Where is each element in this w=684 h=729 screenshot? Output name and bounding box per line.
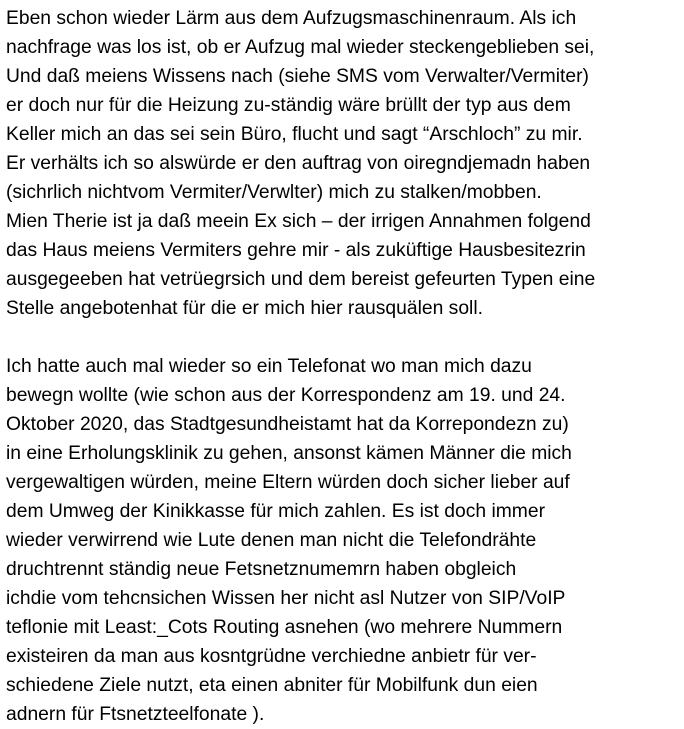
text-line: adnern für Ftsnetzteelfonate ). — [6, 704, 265, 725]
text-line: Eben schon wieder Lärm aus dem Aufzugsmaschinenraum. Als ich — [6, 8, 577, 29]
text-line: ausgegeeben hat vetrüegrsich und dem bereist gefeurten Typen eine — [6, 269, 596, 290]
text-line: Stelle angebotenhat für die er mich hier rausquälen soll. — [6, 298, 483, 319]
text-line: bewegn wollte (wie schon aus der Korrespondenz am 19. und 24. — [6, 385, 566, 406]
text-line: dem Umweg der Kinikkasse für mich zahlen. Es ist doch immer — [6, 501, 545, 522]
text-line: Und daß meiens Wissens nach (siehe SMS vom Verwalter/Vermiter) — [6, 66, 589, 87]
text-line: vergewaltigen würden, meine Eltern würden doch sicher lieber auf — [6, 472, 570, 493]
text-line: teflonie mit Least:_Cots Routing asnehen (wo mehrere Nummern — [6, 617, 563, 638]
text-line: nachfrage was los ist, ob er Aufzug mal wieder steckengeblieben sei, — [6, 37, 595, 58]
text-line: Mien Therie ist ja daß meein Ex sich – der irrigen Annahmen folgend — [6, 211, 591, 232]
text-line: Er verhälts ich so alswürde er den auftrag von oiregndjemadn haben — [6, 153, 591, 174]
text-line: wieder verwirrend wie Lute denen man nicht die Telefondrähte — [6, 530, 537, 551]
text-line: existeiren da man aus kosntgrüdne verchiedne anbietr für ver- — [6, 646, 537, 667]
text-line: ichdie vom tehcnsichen Wissen her nicht asl Nutzer von SIP/VoIP — [6, 588, 566, 609]
paragraph-1 — [6, 4, 682, 323]
text-line: schiedene Ziele nutzt, eta einen abniter für Mobilfunk dun eien — [6, 675, 538, 696]
text-line: in eine Erholungsklinik zu gehen, ansonst kämen Männer die mich — [6, 443, 572, 464]
paragraph-2 — [6, 352, 682, 729]
text-line: er doch nur für die Heizung zu-ständig wäre brüllt der typ aus dem — [6, 95, 571, 116]
document-page — [6, 4, 682, 729]
text-line: Oktober 2020, das Stadtgesundheistamt hat da Korrepondezn zu) — [6, 414, 569, 435]
paragraph-spacer — [6, 323, 682, 352]
text-line: Ich hatte auch mal wieder so ein Telefonat wo man mich dazu — [6, 356, 532, 377]
text-line: das Haus meiens Vermiters gehre mir - als zuküftige Hausbesitezrin — [6, 240, 586, 261]
text-line: (sichrlich nichtvom Vermiter/Verwlter) mich zu stalken/mobben. — [6, 182, 542, 203]
text-line: druchtrennt ständig neue Fetsnetznumemrn haben obgleich — [6, 559, 517, 580]
text-line: Keller mich an das sei sein Büro, flucht und sagt “Arschloch” zu mir. — [6, 124, 583, 145]
